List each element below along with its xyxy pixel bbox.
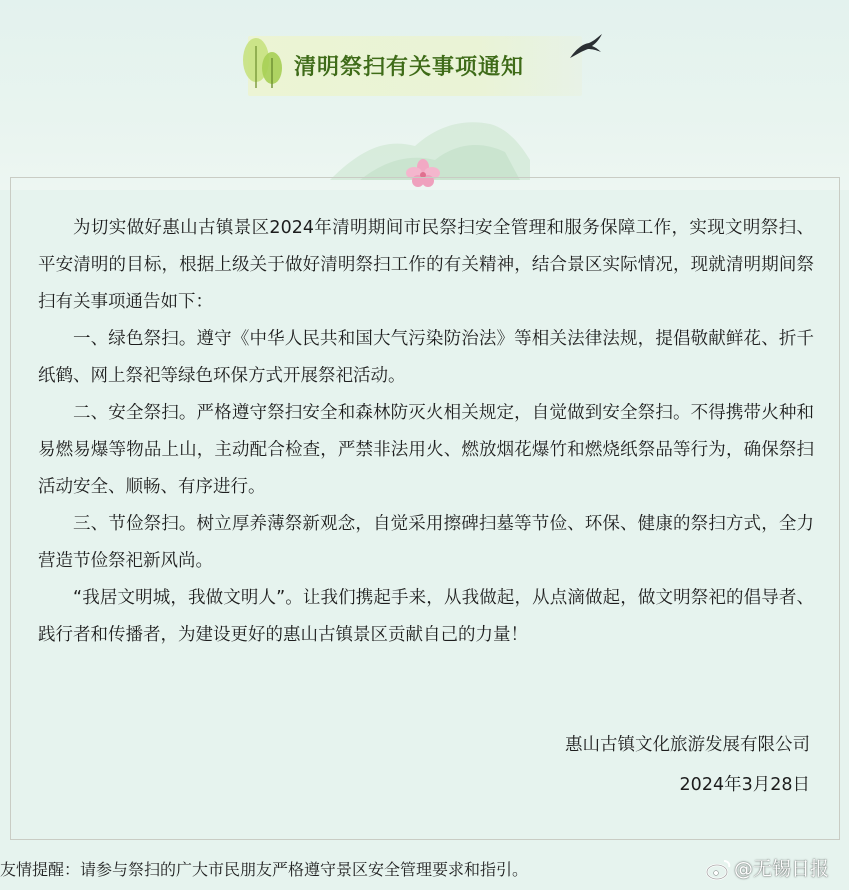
paragraph-frugal: 三、节俭祭扫。树立厚养薄祭新观念，自觉采用擦碑扫墓等节俭、环保、健康的祭扫方式，全力营造节俭祭祀新风尚。 <box>38 514 814 571</box>
signature-date: 2024年3月28日 <box>679 775 810 795</box>
paragraph-intro: 为切实做好惠山古镇景区2024年清明期间市民祭扫安全管理和服务保障工作，实现文明祭扫、平安清明的目标，根据上级关于做好清明祭扫工作的有关精神，结合景区实际情况，现就清明期间祭扫有关事项通告如下： <box>38 218 814 312</box>
tree-icon <box>236 32 292 92</box>
page-title: 清明祭扫有关事项通知 <box>294 55 525 80</box>
paragraph-green: 一、绿色祭扫。遵守《中华人民共和国大气污染防治法》等相关法律法规，提倡敬献鲜花、折千纸鹤、网上祭祀等绿色环保方式开展祭祀活动。 <box>38 329 814 386</box>
watermark: @无锡日报 <box>734 858 830 880</box>
paragraph-safety: 二、安全祭扫。严格遵守祭扫安全和森林防灭火相关规定，自觉做到安全祭扫。不得携带火种和易燃易爆等物品上山，主动配合检查，严禁非法用火、燃放烟花爆竹和燃烧纸祭品等行为，确保祭扫活动安全、顺畅、有序进行。 <box>38 403 814 497</box>
weibo-icon <box>706 857 732 881</box>
notice-body <box>38 210 814 654</box>
swallow-icon <box>567 32 605 62</box>
signature-organization: 惠山古镇文化旅游发展有限公司 <box>565 735 810 755</box>
paragraph-closing: “我居文明城，我做文明人”。让我们携起手来，从我做起，从点滴做起，做文明祭祀的倡导者、践行者和传播者，为建设更好的惠山古镇景区贡献自己的力量！ <box>38 588 814 645</box>
footer-note: 友情提醒：请参与祭扫的广大市民朋友严格遵守景区安全管理要求和指引。 <box>0 860 529 879</box>
